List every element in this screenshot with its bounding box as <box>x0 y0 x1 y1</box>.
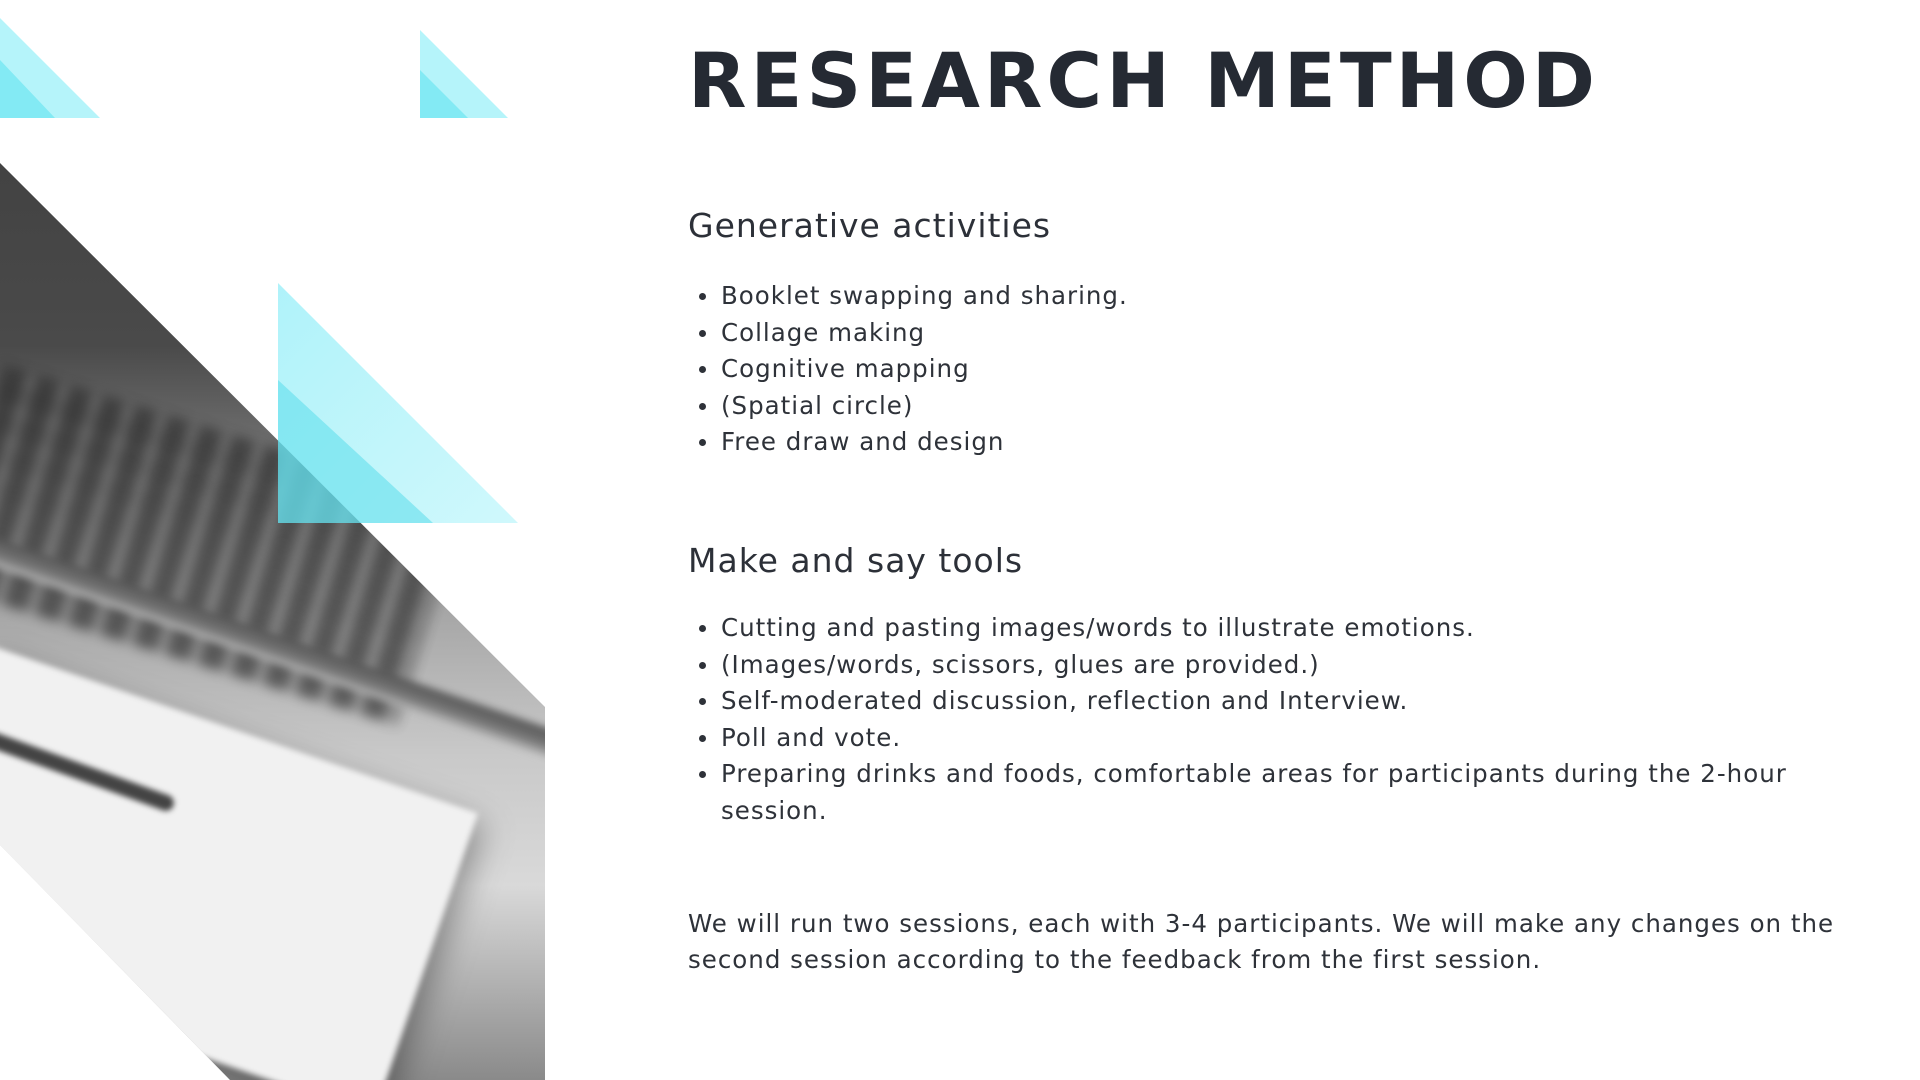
list-item: (Images/words, scissors, glues are provided.) <box>721 647 1841 684</box>
list-item: Cutting and pasting images/words to illustrate emotions. <box>721 610 1841 647</box>
list-item: Collage making <box>721 315 1841 352</box>
list-item: Poll and vote. <box>721 720 1841 757</box>
list-item: (Spatial circle) <box>721 388 1841 425</box>
bullet-list-make-and-say <box>688 610 1841 829</box>
section-heading-generative: Generative activities <box>688 206 1052 245</box>
list-item: Self-moderated discussion, reflection and Interview. <box>721 683 1841 720</box>
list-item: Booklet swapping and sharing. <box>721 278 1841 315</box>
closing-paragraph: We will run two sessions, each with 3-4 participants. We will make any changes on the second session according to the feedback from the first session. <box>688 909 1835 974</box>
list-item: Free draw and design <box>721 424 1841 461</box>
list-item: Cognitive mapping <box>721 351 1841 388</box>
laptop-photo-image <box>0 0 545 1080</box>
section-heading-make-and-say: Make and say tools <box>688 541 1024 580</box>
list-item: Preparing drinks and foods, comfortable areas for participants during the 2-hour session. <box>721 756 1841 829</box>
bullet-list-generative <box>688 278 1841 461</box>
page-title: RESEARCH METHOD <box>688 36 1599 125</box>
